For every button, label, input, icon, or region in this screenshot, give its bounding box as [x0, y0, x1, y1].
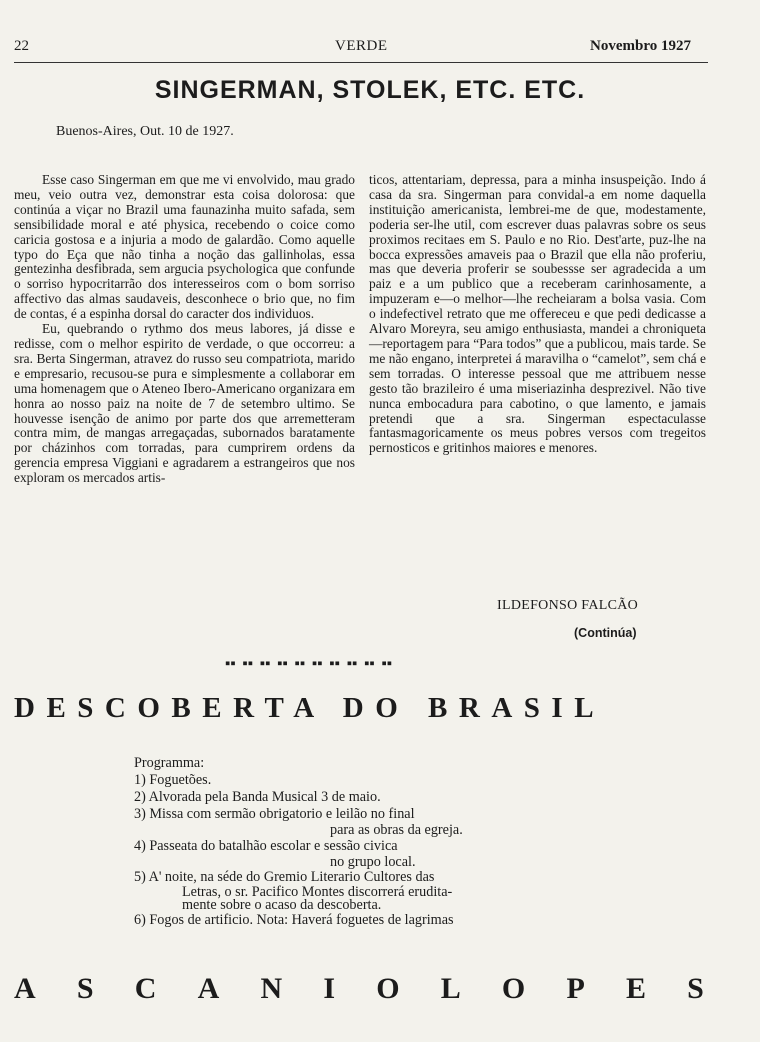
section-separator: ▪▪ ▪▪ ▪▪ ▪▪ ▪▪ ▪▪ ▪▪ ▪▪ ▪▪ ▪▪ — [225, 656, 393, 672]
program-item-text: 4) Passeata do batalhão escolar e sessão civica — [134, 837, 398, 854]
author-letter: N — [260, 972, 283, 1005]
paragraph: Eu, quebrando o rythmo dos meus labores, já disse e redisse, com o melhor espirito de verdade, o que occorreu: a sra. Berta Singerman, atravez do russo seu compatriota, marido e empresario, recusou-se pura e simplesmente a collaborar em uma homenagem que o Ateneo Ibero-Americano organizara em honra ao nosso paiz na noite de 7 de setembro ultimo. Se houvesse isenção de animo por parte dos que arremetteram contra mim, de mangas arregaçadas, subornados baratamente por cházinhos com torradas, para cumprirem ordens da gerencia empresa Viggiani e agradarem a estrangeiros que nos exploram os mercados artis- — [14, 321, 355, 486]
author-letter: S — [76, 972, 94, 1005]
program-item-text: 2) Alvorada pela Banda Musical 3 de maio. — [134, 789, 381, 805]
author-letter: E — [625, 972, 646, 1005]
author-letter: S — [687, 972, 704, 1005]
journal-name: VERDE — [335, 38, 388, 54]
author-letter: P — [566, 972, 585, 1005]
program-item — [134, 912, 584, 929]
program-item-text: 1) Foguetões. — [134, 772, 212, 788]
program-item — [134, 789, 584, 806]
paragraph: ticos, attentariam, depressa, para a minha insuspeição. Indo á casa da sra. Singerman para convidal-a em nome daquella instituição americanista, lembrei-me de que, modestamente, poderia ser-lhe util, com escrever duas palavras sobre os seus proximos recitaes em S. Paulo e no Rio. Dest'arte, puz-lhe na bocca expressões amaveis paa o Brazil que ella não proferiu, mas que deveria proferir se soubessse ser agradecida a um paiz e a um publico que a receberam carinhosamente, a impuzeram e—o melhor—lhe recheiaram a bolsa vasia. Com o indefectivel retrato que me offereceu e que pedi dedicasse a Alvaro Moreyra, seu amigo enthusiasta, mandei a chroniqueta—reportagem para “Para todos” que a publicou, mais tarde. Se me não engano, interpretei á maravilha o “camelot”, sem chá e sem torradas. O interesse pessoal que me attribuem nesse gesto tão brazileiro é uma miseriazinha desprezivel. Não tive nunca embocadura para cabotino, o que lamento, e jamais pretendi que a sra. Singerman espectaculasse fantasmagoricamente os meus pobres versos com tregeitos pernosticos e gritinhos maiores e menores. — [369, 172, 706, 456]
paragraph: Esse caso Singerman em que me vi envolvido, mau grado meu, veio outra vez, demonstrar esta coisa dolorosa: que continúa a viçar no Brazil uma faunazinha muito safada, sem sensibilidade moral e até physica, recebendo o coice como caricia gostosa e a injuria a modo de galardão. Como aquelle typo do Eça que não tinha a noção das gallinholas, essa gentezinha desfibrada, sem argucia psychologica que confunde o sorriso hypocritarrão dos interesseiros com o bom sorriso affectivo das almas saudaveis, desconhece o brio que, no fim de contas, é a espinha dorsal do caracter dos individuos. — [14, 172, 355, 322]
program-item-continuation: mente sobre o acaso da descoberta. — [182, 897, 382, 913]
program-list — [134, 772, 584, 929]
header-rule — [14, 62, 708, 63]
author-letter: C — [134, 972, 157, 1005]
program-item-continuation: no grupo local. — [330, 853, 416, 870]
poem-title: DESCOBERTA DO BRASIL — [14, 692, 606, 724]
program-item-text: 3) Missa com sermão obrigatorio e leilão no final — [134, 806, 415, 822]
author-letter: I — [323, 972, 335, 1005]
program-item — [134, 838, 584, 870]
program-item-continuation: Letras, o sr. Pacifico Montes discorrerá erudita- — [182, 884, 453, 900]
program-item — [134, 806, 584, 838]
program-item-text: 6) Fogos de artificio. Nota: Haverá foguetes de lagrimas — [134, 912, 454, 928]
program-item — [134, 869, 584, 912]
article-dateline: Buenos-Aires, Out. 10 de 1927. — [56, 124, 234, 139]
continued-note: (Continúa) — [574, 626, 637, 640]
author-letter: O — [501, 972, 526, 1005]
program-item-text: 5) A' noite, na séde do Gremio Literario Cultores das — [134, 869, 435, 885]
program-item — [134, 772, 584, 789]
poem-intro: Programma: — [134, 755, 205, 771]
author-letter: A — [14, 972, 36, 1005]
program-item-continuation: para as obras da egreja. — [330, 822, 463, 838]
author-letter: L — [440, 972, 461, 1005]
author-letter: O — [376, 972, 400, 1005]
article-title: SINGERMAN, STOLEK, ETC. ETC. — [154, 76, 586, 104]
author-letter: A — [197, 972, 220, 1005]
poem-author — [14, 972, 704, 1006]
poem-body — [134, 755, 584, 929]
article-column-left — [14, 173, 355, 486]
issue-date: Novembro 1927 — [590, 38, 691, 54]
page-number: 22 — [14, 38, 29, 54]
author-signature: ILDEFONSO FALCÃO — [497, 598, 639, 613]
article-column-right — [369, 173, 706, 456]
